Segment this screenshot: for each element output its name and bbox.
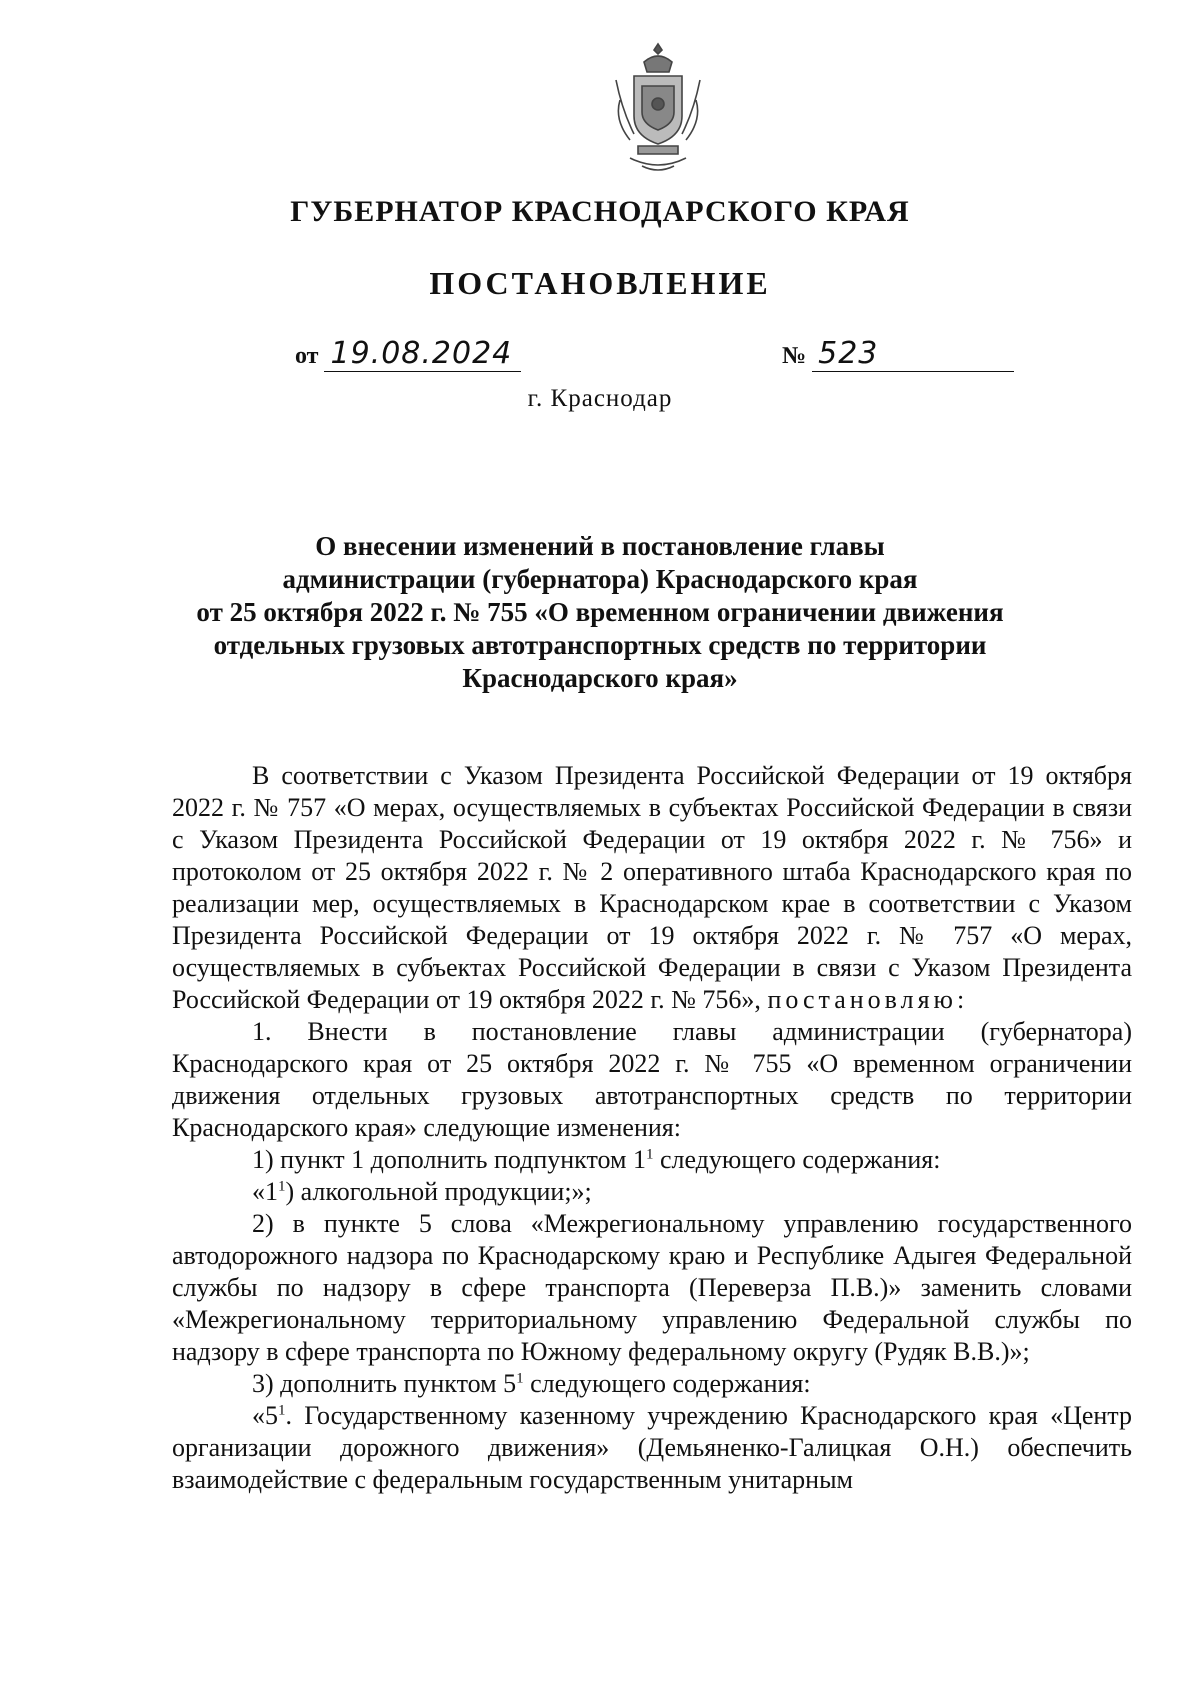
subject-line: администрации (губернатора) Краснодарского края: [282, 564, 918, 594]
quote-text: «1: [252, 1177, 278, 1206]
subitem-3-text: 3) дополнить пунктом 5: [252, 1369, 517, 1398]
subitem-3: [172, 1368, 1132, 1400]
coat-of-arms-emblem: [608, 40, 708, 180]
superscript: 1: [278, 1402, 286, 1419]
subject-line: отдельных грузовых автотранспортных средств по территории: [213, 630, 987, 660]
document-subject: [170, 530, 1030, 695]
city: г. Краснодар: [527, 385, 673, 412]
preamble-paragraph: [172, 760, 1132, 1016]
document-type: ПОСТАНОВЛЕНИЕ: [429, 265, 771, 301]
date-label: от: [295, 343, 319, 369]
quote-text-tail: . Государственному казенному учреждению Краснодарского края «Центр организации дорожного движения» (Демьяненко-Галицкая О.Н.) обеспечить взаимодействие с федеральным государственным унитарным: [172, 1401, 1132, 1494]
subject-line: Краснодарского края»: [462, 663, 738, 693]
quote-text-tail: ) алкогольной продукции;»;: [285, 1177, 592, 1206]
number-label: №: [782, 343, 807, 369]
resolve-word: постановляю:: [767, 985, 969, 1014]
date-value: 19.08.2024: [324, 336, 521, 372]
item-1: 1. Внести в постановление главы администрации (губернатора) Краснодарского края от 25 октября 2022 г. № 755 «О временном ограничении движения отдельных грузовых автотранспортных средств по территории Краснодарского края» следующие изменения:: [172, 1017, 1132, 1142]
subitem-1-text-tail: следующего содержания:: [653, 1145, 941, 1174]
preamble-text: В соответствии с Указом Президента Российской Федерации от 19 октября 2022 г. № 757 «О мерах, осуществляемых в субъектах Российской Федерации в связи с Указом Президента Российской Федерации от 19 октября 2022 г. № 756» и протоколом от 25 октября 2022 г. № 2 оперативного штаба Краснодарского края по реализации мер, осуществляемых в Краснодарском крае в соответствии с Указом Президента Российской Федерации от 19 октября 2022 г. № 757 «О мерах, осуществляемых в субъектах Российской Федерации в связи с Указом Президента Российской Федерации от 19 октября 2022 г. № 756»,: [172, 761, 1132, 1014]
subject-line: О внесении изменений в постановление главы: [315, 531, 885, 561]
document-body: [172, 760, 1132, 1496]
subitem-1-quote: [172, 1176, 1132, 1208]
subitem-2: 2) в пункте 5 слова «Межрегиональному управлению государственного автодорожного надзора по Краснодарскому краю и Республике Адыгея Федеральной службы по надзору в сфере транспорта (Переверза П.В.)» заменить словами «Межрегиональному территориальному управлению Федеральной службы по надзору в сфере транспорта по Южному федеральному округу (Рудяк В.В.)»;: [172, 1209, 1132, 1366]
subitem-3-text-tail: следующего содержания:: [523, 1369, 811, 1398]
date-block: [295, 336, 521, 372]
subitem-1: [172, 1144, 1132, 1176]
subject-line: от 25 октября 2022 г. № 755 «О временном ограничении движения: [196, 597, 1004, 627]
superscript: 1: [278, 1178, 286, 1195]
issuing-authority: ГУБЕРНАТОР КРАСНОДАРСКОГО КРАЯ: [290, 195, 910, 228]
quote-text: «5: [252, 1401, 278, 1430]
number-value: 523: [812, 336, 1014, 372]
subitem-1-text: 1) пункт 1 дополнить подпунктом 1: [252, 1145, 646, 1174]
number-block: [782, 336, 1014, 372]
superscript: 1: [516, 1370, 524, 1387]
subitem-3-quote: [172, 1400, 1132, 1496]
superscript: 1: [645, 1146, 654, 1163]
